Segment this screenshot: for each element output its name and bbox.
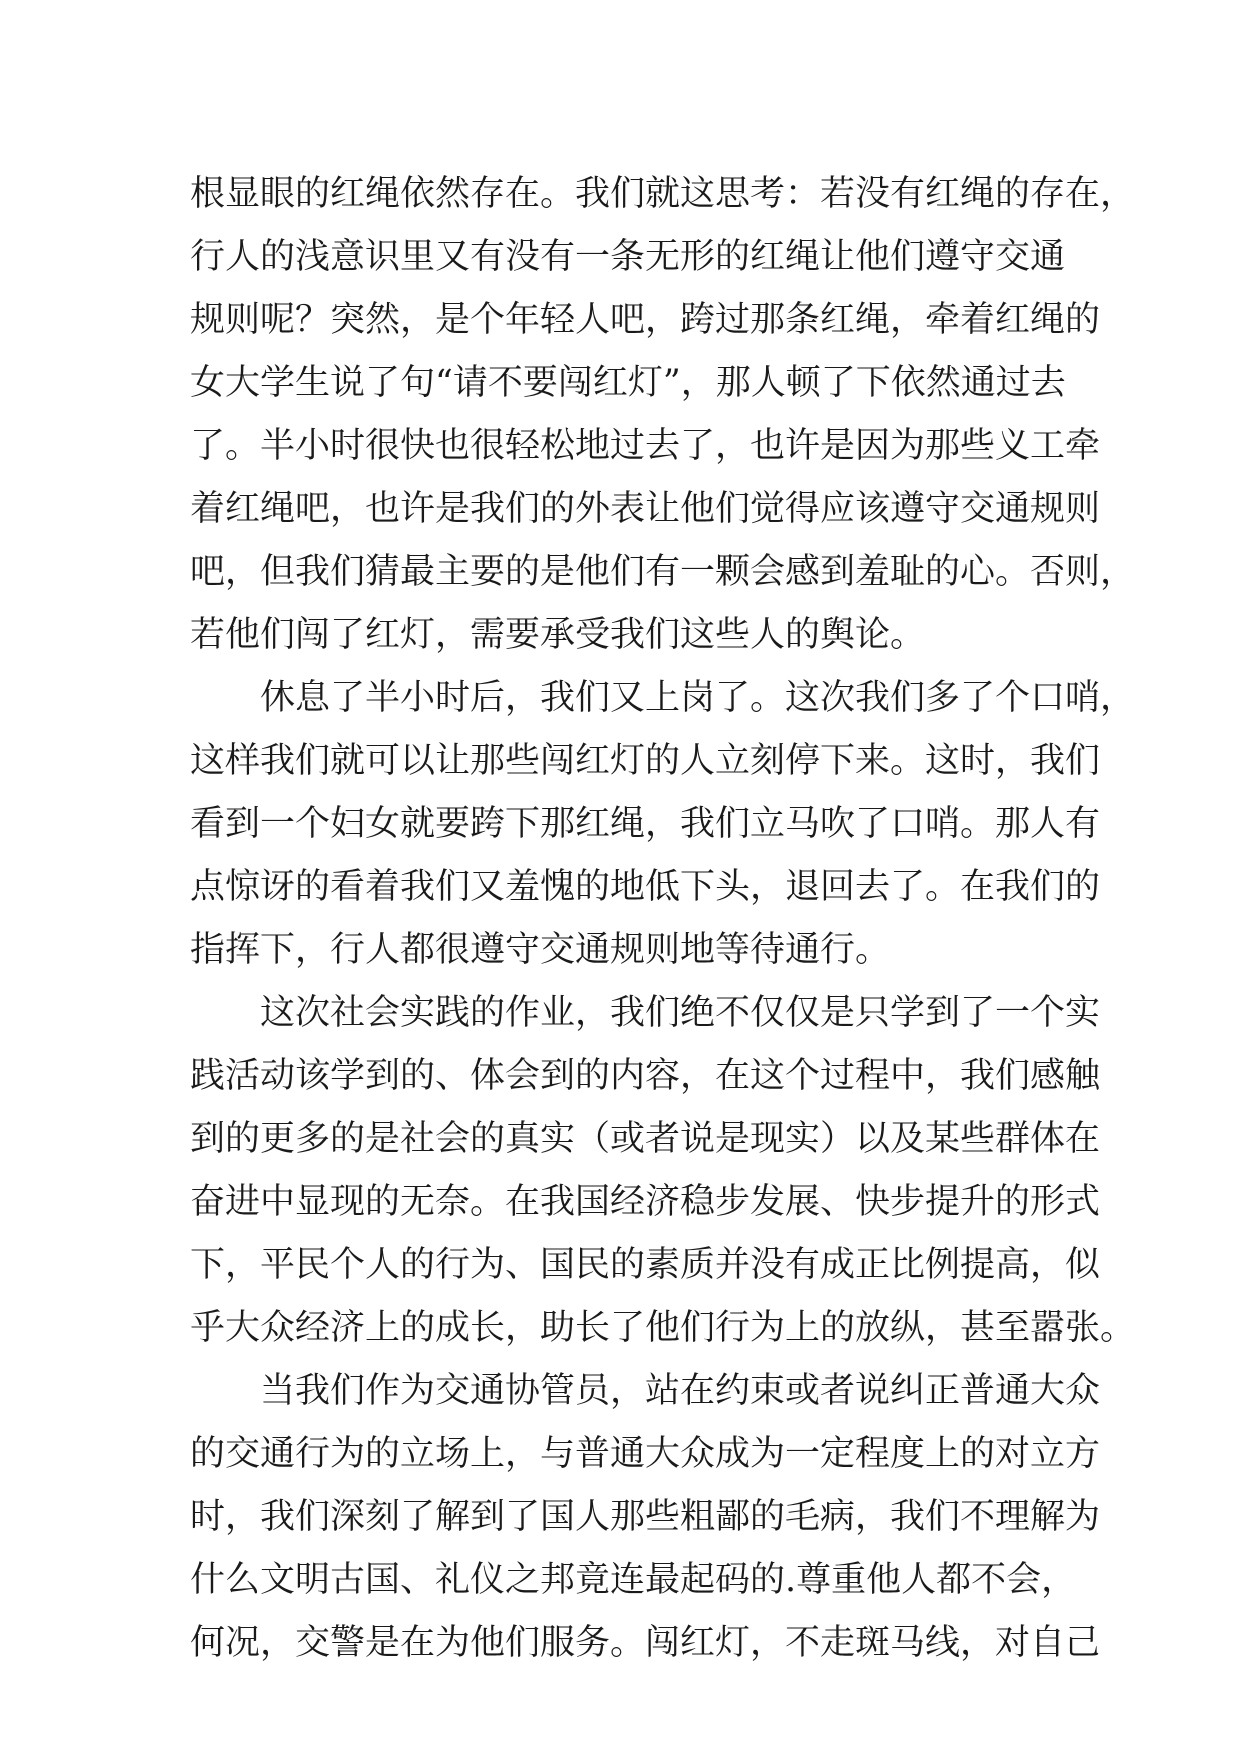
text-line: 的交通行为的立场上，与普通大众成为一定程度上的对立方	[190, 1434, 1101, 1474]
text-line: 了。半小时很快也很轻松地过去了，也许是因为那些义工牵	[190, 426, 1101, 466]
text-line: 着红绳吧，也许是我们的外表让他们觉得应该遵守交通规则	[190, 489, 1101, 529]
text-line: 乎大众经济上的成长，助长了他们行为上的放纵，甚至嚣张。	[190, 1308, 1136, 1348]
text-line: 行人的浅意识里又有没有一条无形的红绳让他们遵守交通	[190, 237, 1066, 277]
text-line: 奋进中显现的无奈。在我国经济稳步发展、快步提升的形式	[190, 1182, 1101, 1222]
text-line: 女大学生说了句“请不要闯红灯”，那人顿了下依然通过去	[190, 363, 1066, 403]
text-line: 休息了半小时后，我们又上岗了。这次我们多了个口哨，	[190, 678, 1136, 718]
text-line: 什么文明古国、礼仪之邦竟连最起码的.尊重他人都不会，	[190, 1560, 1077, 1600]
text-line: 何况，交警是在为他们服务。闯红灯，不走斑马线，对自己	[190, 1623, 1101, 1663]
text-line: 践活动该学到的、体会到的内容，在这个过程中，我们感触	[190, 1056, 1101, 1096]
text-line: 到的更多的是社会的真实（或者说是现实）以及某些群体在	[190, 1119, 1101, 1159]
text-line: 当我们作为交通协管员，站在约束或者说纠正普通大众	[190, 1371, 1101, 1411]
text-line: 下，平民个人的行为、国民的素质并没有成正比例提高，似	[190, 1245, 1101, 1285]
text-line: 规则呢？突然，是个年轻人吧，跨过那条红绳，牵着红绳的	[190, 300, 1101, 340]
text-line: 这样我们就可以让那些闯红灯的人立刻停下来。这时，我们	[190, 741, 1101, 781]
text-line: 时，我们深刻了解到了国人那些粗鄙的毛病，我们不理解为	[190, 1497, 1101, 1537]
text-line: 看到一个妇女就要跨下那红绳，我们立马吹了口哨。那人有	[190, 804, 1101, 844]
document-body	[190, 163, 1136, 1675]
text-line: 根显眼的红绳依然存在。我们就这思考：若没有红绳的存在，	[190, 174, 1136, 214]
paragraph-last-line: 指挥下，行人都很遵守交通规则地等待通行。	[190, 930, 891, 970]
text-line: 吧，但我们猜最主要的是他们有一颗会感到羞耻的心。否则，	[190, 552, 1136, 592]
text-line: 这次社会实践的作业，我们绝不仅仅是只学到了一个实	[190, 993, 1101, 1033]
text-line: 点惊讶的看着我们又羞愧的地低下头，退回去了。在我们的	[190, 867, 1101, 907]
paragraph-last-line: 若他们闯了红灯，需要承受我们这些人的舆论。	[190, 615, 926, 655]
